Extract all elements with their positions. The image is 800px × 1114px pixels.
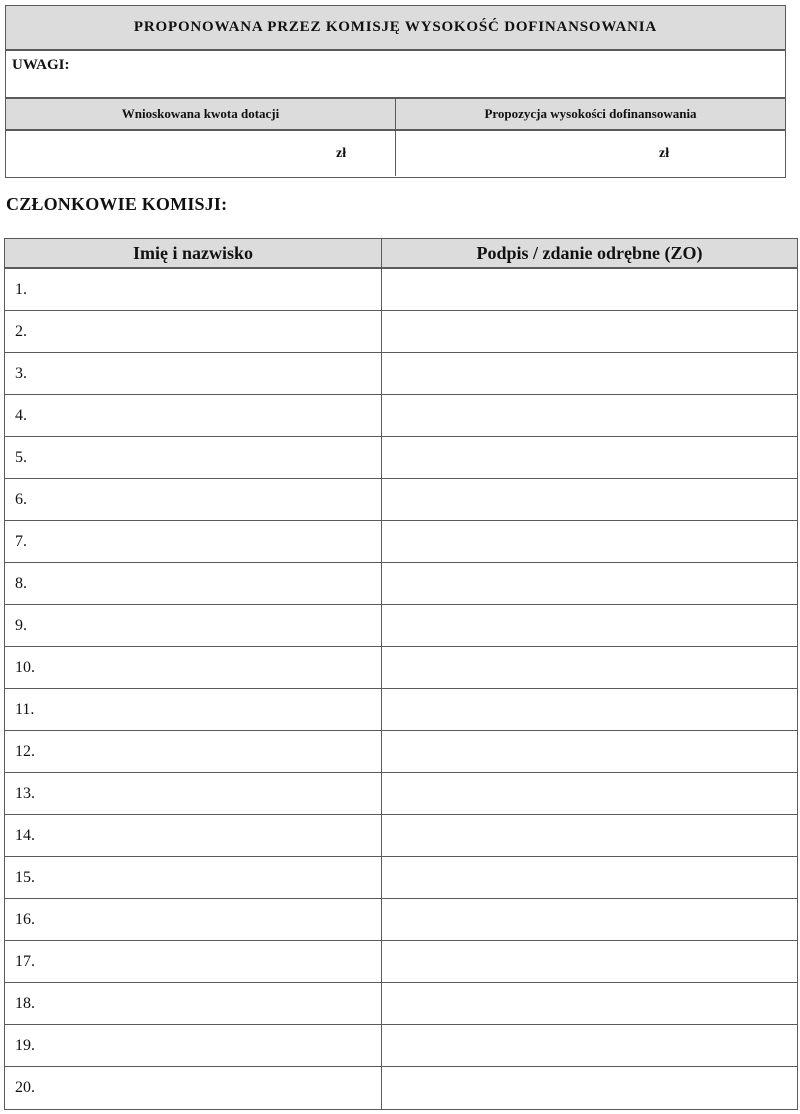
member-name-cell[interactable] — [5, 269, 382, 310]
member-name-cell[interactable] — [5, 395, 382, 436]
signature-cell[interactable] — [382, 269, 797, 310]
member-name-cell[interactable] — [5, 479, 382, 520]
member-name-cell[interactable] — [5, 689, 382, 730]
table-row — [5, 479, 797, 521]
member-name-cell[interactable] — [5, 563, 382, 604]
row-number: 1. — [15, 280, 27, 298]
row-number: 15. — [15, 868, 35, 886]
notes-label: UWAGI: — [12, 57, 70, 73]
signature-cell[interactable] — [382, 1025, 797, 1066]
signature-cell[interactable] — [382, 941, 797, 982]
signature-cell[interactable] — [382, 731, 797, 772]
table-row — [5, 269, 797, 311]
name-column-header: Imię i nazwisko — [5, 239, 382, 267]
member-name-cell[interactable] — [5, 437, 382, 478]
member-name-cell[interactable] — [5, 983, 382, 1024]
member-name-cell[interactable] — [5, 857, 382, 898]
signature-cell[interactable] — [382, 563, 797, 604]
row-number: 4. — [15, 406, 27, 424]
signature-cell[interactable] — [382, 773, 797, 814]
proposed-amount-field[interactable] — [396, 131, 785, 176]
signature-cell[interactable] — [382, 1067, 797, 1109]
signature-cell[interactable] — [382, 605, 797, 646]
signature-cell[interactable] — [382, 521, 797, 562]
row-number: 8. — [15, 574, 27, 592]
member-name-cell[interactable] — [5, 311, 382, 352]
row-number: 9. — [15, 616, 27, 634]
member-name-cell[interactable] — [5, 1025, 382, 1066]
table-row — [5, 311, 797, 353]
funding-proposal-table — [5, 5, 786, 178]
row-number: 16. — [15, 910, 35, 928]
table-row — [5, 563, 797, 605]
currency-unit: zł — [336, 145, 347, 161]
member-name-cell[interactable] — [5, 1067, 382, 1109]
proposed-amount-header: Propozycja wysokości dofinansowania — [396, 99, 785, 131]
members-table-header — [5, 239, 797, 269]
member-name-cell[interactable] — [5, 731, 382, 772]
member-name-cell[interactable] — [5, 899, 382, 940]
requested-amount-header: Wnioskowana kwota dotacji — [6, 99, 396, 131]
table-row — [5, 395, 797, 437]
table-row — [5, 857, 797, 899]
table-row — [5, 941, 797, 983]
row-number: 20. — [15, 1079, 35, 1096]
member-name-cell[interactable] — [5, 773, 382, 814]
table-row — [5, 437, 797, 479]
table-row — [5, 731, 797, 773]
signature-cell[interactable] — [382, 479, 797, 520]
row-number: 18. — [15, 994, 35, 1012]
table-row — [5, 1067, 797, 1109]
row-number: 5. — [15, 448, 27, 466]
row-number: 17. — [15, 952, 35, 970]
members-table — [4, 238, 798, 1110]
member-name-cell[interactable] — [5, 353, 382, 394]
member-name-cell[interactable] — [5, 647, 382, 688]
member-name-cell[interactable] — [5, 605, 382, 646]
row-number: 3. — [15, 364, 27, 382]
signature-cell[interactable] — [382, 857, 797, 898]
notes-field[interactable] — [6, 51, 785, 99]
signature-cell[interactable] — [382, 689, 797, 730]
row-number: 14. — [15, 826, 35, 844]
table-row — [5, 1025, 797, 1067]
member-name-cell[interactable] — [5, 941, 382, 982]
row-number: 6. — [15, 490, 27, 508]
signature-cell[interactable] — [382, 647, 797, 688]
signature-column-header: Podpis / zdanie odrębne (ZO) — [476, 242, 703, 263]
table-row — [5, 899, 797, 941]
row-number: 11. — [15, 700, 35, 718]
signature-cell[interactable] — [382, 899, 797, 940]
proposal-title: PROPONOWANA PRZEZ KOMISJĘ WYSOKOŚĆ DOFINANSOWANIA — [6, 6, 785, 51]
table-row — [5, 815, 797, 857]
row-number: 10. — [15, 658, 35, 676]
signature-cell[interactable] — [382, 815, 797, 856]
row-number: 7. — [15, 532, 27, 550]
table-row — [5, 647, 797, 689]
member-name-cell[interactable] — [5, 521, 382, 562]
signature-cell[interactable] — [382, 983, 797, 1024]
table-row — [5, 983, 797, 1025]
signature-cell[interactable] — [382, 353, 797, 394]
signature-cell[interactable] — [382, 311, 797, 352]
table-row — [5, 353, 797, 395]
requested-amount-field[interactable] — [6, 131, 396, 176]
table-row — [5, 521, 797, 563]
table-row — [5, 689, 797, 731]
row-number: 13. — [15, 784, 35, 802]
member-name-cell[interactable] — [5, 815, 382, 856]
signature-cell[interactable] — [382, 395, 797, 436]
row-number: 12. — [15, 742, 35, 760]
signature-cell[interactable] — [382, 437, 797, 478]
table-row — [5, 773, 797, 815]
members-section-title: CZŁONKOWIE KOMISJI: — [6, 194, 228, 214]
row-number: 19. — [15, 1036, 35, 1054]
row-number: 2. — [15, 322, 27, 340]
currency-unit: zł — [659, 145, 670, 161]
table-row — [5, 605, 797, 647]
